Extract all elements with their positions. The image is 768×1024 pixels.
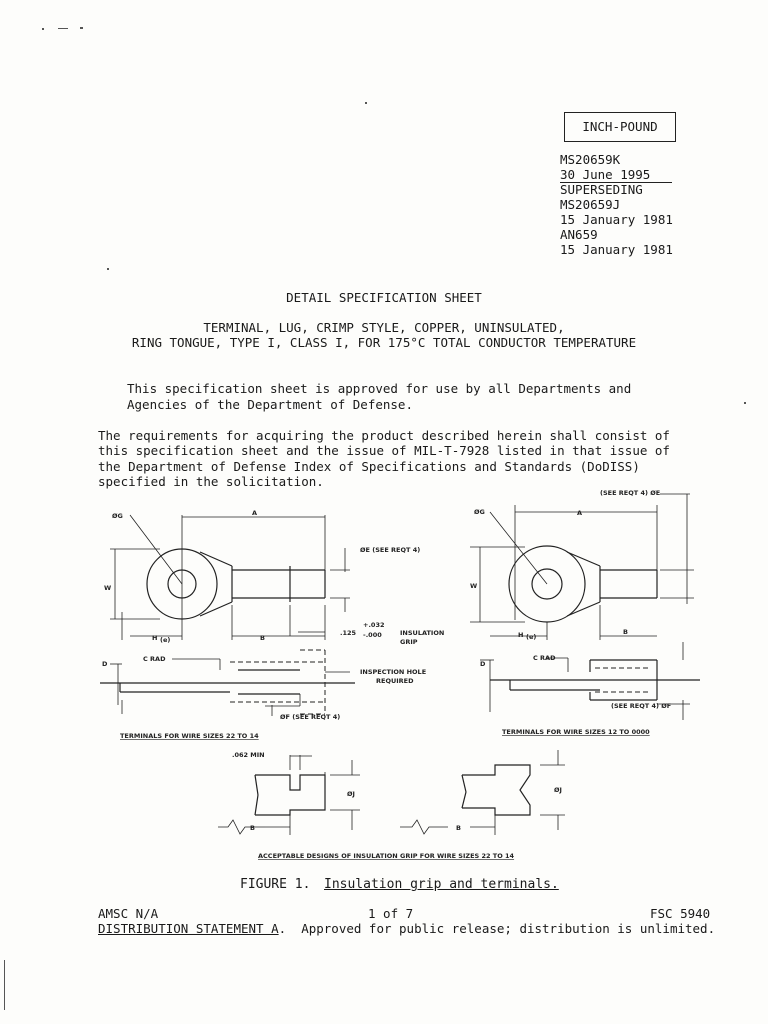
left-dim-f: ØF (SEE REQT 4)	[280, 713, 341, 721]
requirements-line-2: this specification sheet and the issue of MIL-T-7928 listed in that issue of	[98, 443, 670, 458]
grip-b-1: B	[250, 824, 255, 832]
product-title-line-1: TERMINAL, LUG, CRIMP STYLE, COPPER, UNINSULATED,	[203, 320, 565, 335]
grip-dj-2: ØJ	[554, 786, 562, 794]
left-caption: TERMINALS FOR WIRE SIZES 22 TO 14	[120, 732, 259, 740]
left-dim-b: B	[260, 634, 265, 642]
grip-min-dim: .062 MIN	[232, 751, 265, 759]
figure-title: Insulation grip and terminals.	[324, 877, 559, 892]
previous-date-2: 15 January 1981	[560, 242, 673, 257]
distribution-label: DISTRIBUTION STATEMENT A	[98, 921, 279, 936]
inch-pound-box: INCH-POUND	[564, 112, 676, 142]
requirements-line-1: The requirements for acquiring the product described herein shall consist of	[98, 428, 670, 443]
left-dim-a: A	[252, 509, 258, 517]
product-title-line-2: RING TONGUE, TYPE I, CLASS I, FOR 175°C TOTAL CONDUCTOR TEMPERATURE	[131, 335, 637, 350]
left-grip-label-2: GRIP	[400, 638, 418, 646]
distribution-text: . Approved for public release; distribution is unlimited.	[278, 921, 716, 936]
right-dim-crad: C RAD	[533, 654, 556, 662]
right-dim-a: A	[577, 509, 583, 517]
left-dim-g: ØG	[112, 512, 123, 520]
right-dim-h: H	[518, 631, 524, 639]
left-terminal-plan	[110, 515, 350, 640]
grip-b-2: B	[456, 824, 461, 832]
grip-caption: ACCEPTABLE DESIGNS OF INSULATION GRIP FOR WIRE SIZES 22 TO 14	[258, 852, 515, 860]
left-tol-plus: +.032	[363, 621, 385, 629]
right-dim-h-sub: (e)	[526, 633, 537, 641]
inspection-hole-label-2: REQUIRED	[376, 677, 414, 685]
left-dim-d: D	[102, 660, 108, 668]
amsc-label: AMSC N/A	[98, 906, 159, 921]
doc-date: 30 June 1995	[560, 167, 672, 183]
insulation-grip-design-1	[218, 755, 360, 835]
insulation-grip-design-2	[400, 750, 565, 835]
right-dim-w: W	[470, 582, 478, 590]
right-caption: TERMINALS FOR WIRE SIZES 12 TO 0000	[502, 728, 650, 736]
requirements-line-4: specified in the solicitation.	[98, 474, 324, 489]
page-number: 1 of 7	[368, 906, 414, 921]
right-dim-e: (SEE REQT 4) ØE	[600, 489, 661, 497]
sheet-title: DETAIL SPECIFICATION SHEET	[286, 290, 482, 305]
right-dim-b: B	[623, 628, 628, 636]
inspection-hole-label-1: INSPECTION HOLE	[360, 668, 427, 676]
left-dim-crad: C RAD	[143, 655, 166, 663]
approval-text-line-2: Agencies of the Department of Defense.	[127, 397, 413, 412]
left-terminal-side	[100, 650, 355, 716]
figure-label: FIGURE 1.	[240, 877, 311, 892]
previous-doc-2: AN659	[560, 227, 598, 242]
right-dim-g: ØG	[474, 508, 485, 516]
previous-date-1: 15 January 1981	[560, 212, 673, 227]
requirements-line-3: the Department of Defense Index of Specifications and Standards (DoDISS)	[98, 459, 640, 474]
left-dim-h: H	[152, 634, 158, 642]
right-dim-d: D	[480, 660, 486, 668]
left-tol-minus: -.000	[363, 631, 382, 639]
left-dim-w: W	[104, 584, 112, 592]
left-dim-e: ØE (SEE REQT 4)	[360, 546, 421, 554]
right-dim-f: (SEE REQT 4) ØF	[611, 702, 672, 710]
distribution-statement	[98, 921, 715, 936]
fsc-code: FSC 5940	[650, 906, 711, 921]
grip-dj-1: ØJ	[347, 790, 355, 798]
doc-number: MS20659K	[560, 152, 621, 167]
left-dim-h-sub: (e)	[160, 636, 171, 644]
left-dim-125: .125	[340, 629, 357, 637]
superseding-label: SUPERSEDING	[560, 182, 643, 197]
left-grip-label-1: INSULATION	[400, 629, 445, 637]
previous-doc-1: MS20659J	[560, 197, 621, 212]
approval-text-line-1: This specification sheet is approved for use by all Departments and	[127, 381, 632, 396]
